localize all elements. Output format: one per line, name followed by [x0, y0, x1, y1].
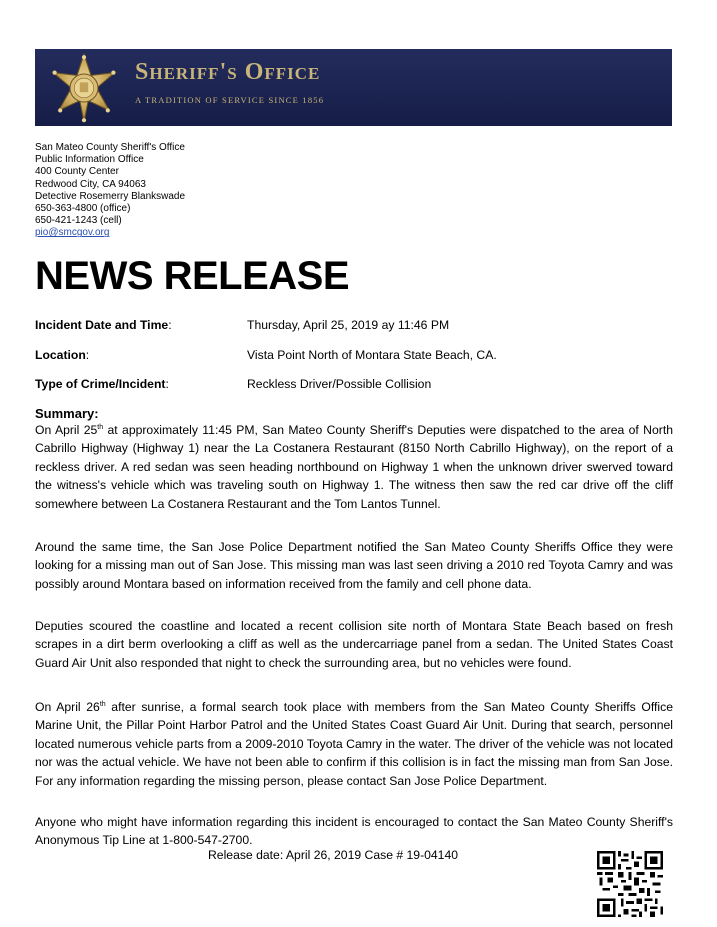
summary-paragraph-2: Around the same time, the San Jose Police Department notified the San Mateo County Sheriffs Office they were looking for a missing man out of San Jose. This missing man was last seen driving a 2010 red Toyota Camry and was possibly around Montara based on information received from the family and cell phone data. — [35, 540, 673, 591]
contact-dept: Public Information Office — [35, 154, 144, 166]
header-banner — [35, 49, 672, 126]
contact-email-link[interactable]: pio@smcgov.org — [35, 227, 110, 239]
qr-code-icon[interactable] — [597, 851, 663, 917]
sheriff-star-badge-icon — [49, 53, 119, 123]
contact-address-line2: Redwood City, CA 94063 — [35, 178, 146, 190]
contact-phone-office: 650-363-4800 (office) — [35, 203, 131, 215]
contact-name: Detective Rosemerry Blankswade — [35, 190, 186, 202]
page-title: NEWS RELEASE — [35, 254, 350, 298]
contact-address-line1: 400 County Center — [35, 166, 119, 178]
field-value: Reckless Driver/Possible Collision — [247, 377, 432, 391]
field-label: Type of Crime/Incident: — [35, 377, 169, 391]
release-date-line: Release date: April 26, 2019 Case # 19-04140 — [208, 848, 459, 862]
field-label: Incident Date and Time: — [35, 318, 172, 332]
contact-phone-cell: 650-421-1243 (cell) — [35, 215, 122, 227]
field-value: Vista Point North of Montara State Beach, CA. — [247, 348, 497, 362]
summary-paragraph-3: Deputies scoured the coastline and located a recent collision site north of Montara State Beach based on fresh scrapes in a dirt berm overlooking a cliff as well as the undercarriage panel from a sedan. The United States Coast Guard Air Unit also responded that night to check the surrounding area, but no vehicles were found. — [35, 619, 673, 670]
field-label: Location: — [35, 348, 90, 362]
summary-paragraph-4: On April 26th after sunrise, a formal search took place with members from the San Mateo County Sheriffs Office Marine Unit, the Pillar Point Harbor Patrol and the United States Coast Guard Air Unit. During that search, personnel located numerous vehicle parts from a 2009-2010 Toyota Camry in the water. The driver of the vehicle was not located nor was the actual vehicle. We have not been able to confirm if this collision is in fact the missing man from San Jose. For any information regarding the missing person, please contact San Jose Police Department. — [35, 700, 674, 788]
summary-paragraph-1: On April 25th at approximately 11:45 PM, San Mateo County Sheriff's Deputies were dispatched to the area of North Cabrillo Highway (Highway 1) near the La Costanera Restaurant (8150 North Cabrillo Highway), on the report of a reckless driver. A red sedan was seen heading northbound on Highway 1 when the unknown driver swerved toward the witness's vehicle which was traveling south on Highway 1. The witness then saw the red car drive off the cliff somewhere between La Costanera Restaurant and the Tom Lantos Tunnel. — [35, 423, 673, 511]
field-value: Thursday, April 25, 2019 ay 11:46 PM — [247, 318, 450, 332]
contact-block — [35, 142, 185, 240]
banner-tagline: A TRADITION OF SERVICE SINCE 1856 — [135, 95, 325, 105]
banner-title: Sheriff's Office — [135, 59, 321, 85]
contact-org: San Mateo County Sheriff's Office — [35, 142, 185, 153]
summary-paragraph-5: Anyone who might have information regarding this incident is encouraged to contact the San Mateo County Sheriff's Anonymous Tip Line at 1-800-547-2700. — [35, 815, 673, 848]
summary-heading: Summary: — [35, 406, 99, 421]
